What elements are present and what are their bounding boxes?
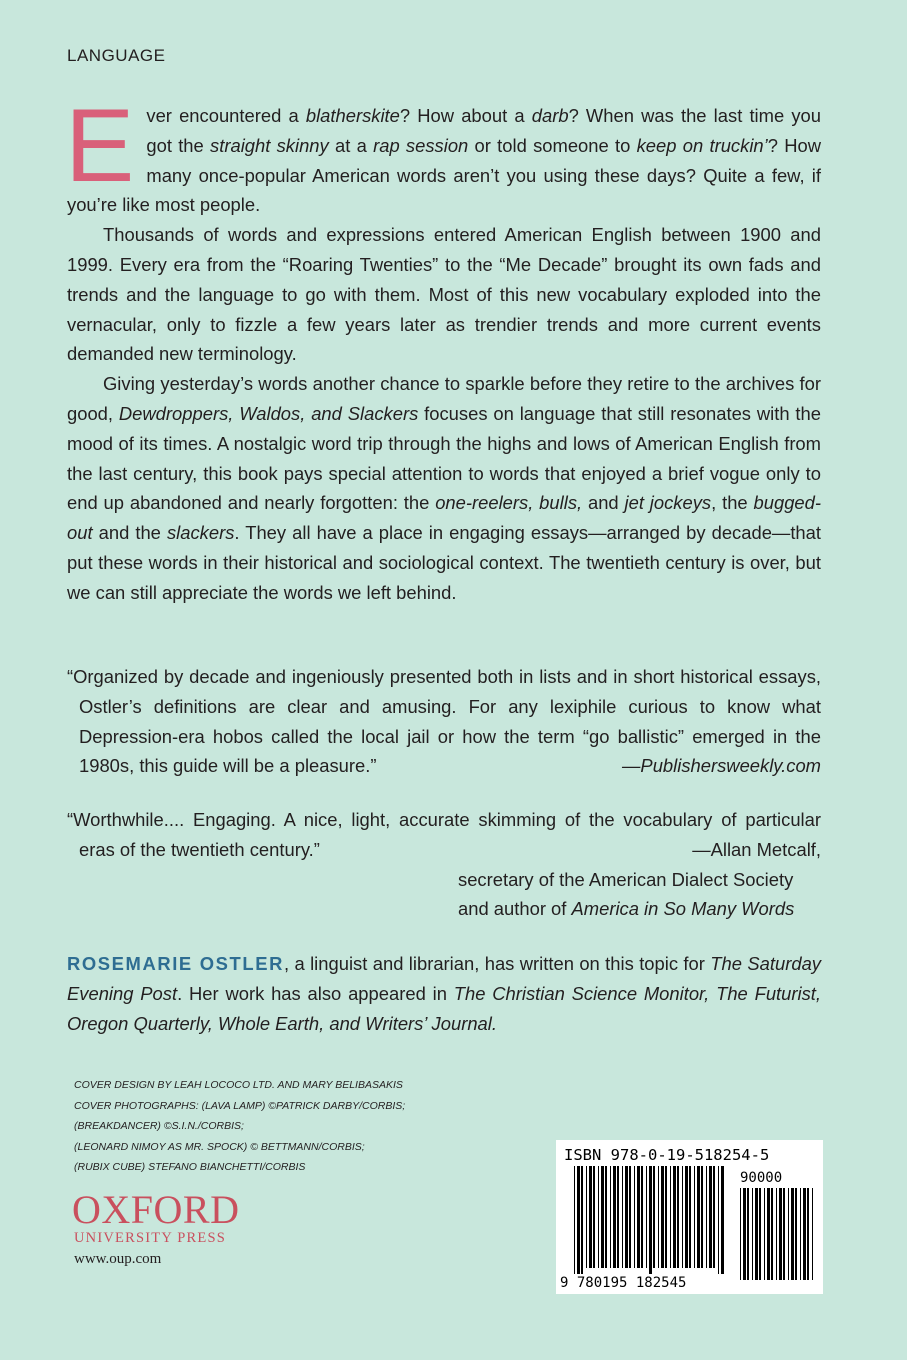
credit-line: (BREAKDANCER) ©S.I.N./CORBIS; <box>74 1120 244 1133</box>
cover-credits <box>74 1075 405 1178</box>
barcode-addon-bars <box>740 1188 813 1280</box>
description-paragraph-1: Ever encountered a blatherskite? How about a darb? When was the last time you got the straight skinny at a rap session or told someone to keep on truckin’? How many once-popular American words aren’t you using these days? Quite a few, if you’re like most people. <box>65 88 821 216</box>
book-description <box>65 88 822 608</box>
barcode-graphic <box>556 1140 823 1294</box>
author-name: ROSEMARIE OSTLER <box>67 953 284 974</box>
drop-cap: E <box>65 88 135 204</box>
isbn-label: ISBN 978-0-19-518254-5 <box>564 1146 770 1164</box>
credit-line: (LEONARD NIMOY AS MR. SPOCK) © BETTMANN/CORBIS; <box>74 1140 365 1153</box>
price-code: 90000 <box>740 1170 783 1186</box>
credit-line: COVER DESIGN BY LEAH LOCOCO LTD. AND MARY BELIBASAKIS <box>74 1079 403 1091</box>
category-label: LANGUAGE <box>67 46 166 65</box>
description-paragraph-2: Thousands of words and expressions entered American English between 1900 and 1999. Every era from the “Roaring Twenties” to the “Me Decade” brought its own fads and trends and the language to go with them. Most of this new vocabulary exploded into the vernacular, only to fizzle a few years later as trendier trends and more current events demanded new terminology. <box>67 224 821 365</box>
review-quote-2 <box>67 805 821 924</box>
barcode <box>556 1140 823 1294</box>
publisher-subname: UNIVERSITY PRESS <box>74 1230 227 1246</box>
credit-line: COVER PHOTOGRAPHS: (LAVA LAMP) ©PATRICK DARBY/CORBIS; <box>74 1099 406 1112</box>
review-quote-2-text: “Worthwhile.... Engaging. A nice, light, accurate skimming of the vocabulary of particular eras of the twentieth century.” <box>67 809 821 860</box>
credit-line: (RUBIX CUBE) STEFANO BIANCHETTI/CORBIS <box>74 1161 306 1174</box>
author-bio: ROSEMARIE OSTLER, a linguist and librarian, has written on this topic for The Saturday Evening Post. Her work has also appeared in The Christian Science Monitor, The Futurist, Oregon Quarterly, Whole Earth, and Writers’ Journal. <box>67 953 822 1034</box>
publisher-logo <box>72 1188 239 1247</box>
publisher-name: OXFORD <box>72 1187 240 1232</box>
description-paragraph-3: Giving yesterday’s words another chance to sparkle before they retire to the archives for good, Dewdroppers, Waldos, and Slackers focuses on language that still resonates with the mood of its times. A nostalgic word trip through the highs and lows of American English from the last century, this book pays special attention to words that enjoyed a brief vogue only to end up abandoned and nearly forgotten: the one-reelers, bulls, and jet jockeys, the bugged-out and the slackers. They all have a place in engaging essays—arranged by decade—that put these words in their historical and sociological context. The twentieth century is over, but we can still appreciate the words we left behind. <box>67 373 822 603</box>
publisher-url: www.oup.com <box>74 1251 162 1267</box>
barcode-main-bars <box>574 1166 724 1274</box>
ean-number: 9 780195 182545 <box>560 1275 687 1291</box>
review-quote-1-text: “Organized by decade and ingeniously presented both in lists and in short historical essays, Ostler’s definitions are clear and amusing. For any lexiphile curious to know what Depression-era hobos called the local jail or how the term “go ballistic” emerged in the 1980s, this guide will be a pleasure.” <box>67 666 821 777</box>
review-quote-1-attribution: —Publishersweekly.com <box>622 755 821 777</box>
review-quote-1 <box>67 662 821 781</box>
review-quote-2-attribution: —Allan Metcalf, secretary of the American Dialect Society and author of America in So Many Words <box>458 838 821 920</box>
